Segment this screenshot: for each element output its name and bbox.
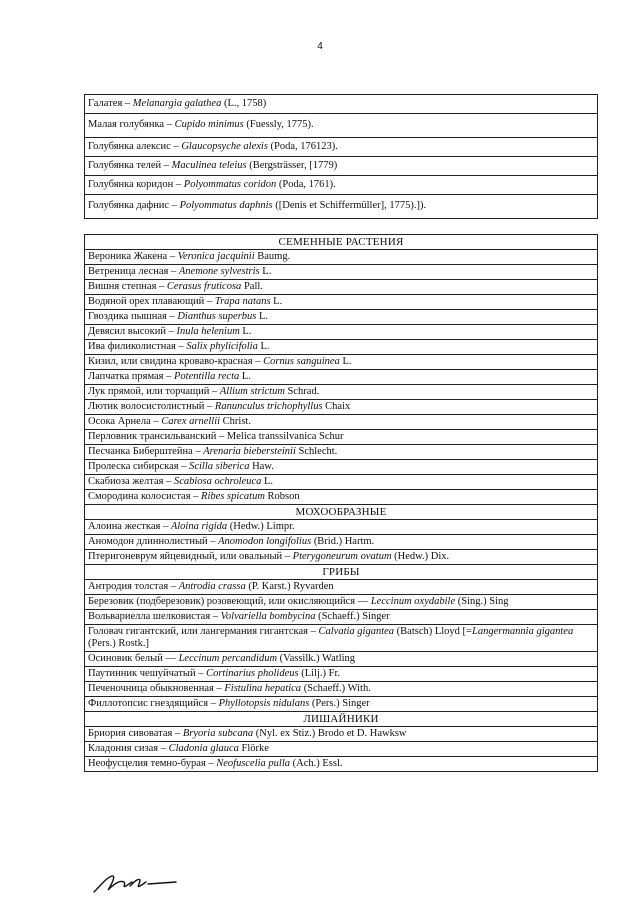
species-cell: [85, 340, 598, 355]
common-name: Девясил высокий –: [88, 326, 177, 337]
author-citation: (Lilj.) Fr.: [298, 668, 340, 679]
species-cell: [85, 295, 598, 310]
table-row: [85, 610, 598, 625]
section-title: СЕМЕННЫЕ РАСТЕНИЯ: [85, 235, 598, 250]
common-name: Голубянка коридон –: [88, 179, 184, 190]
common-name: Головач гигантский, или лангермания гигантская –: [88, 626, 319, 637]
species-cell: [85, 697, 598, 712]
table-row: [85, 535, 598, 550]
latin-name: Inula helenium: [176, 326, 240, 337]
common-name: Смородина колосистая –: [88, 491, 202, 502]
latin-name: Dianthus superbus: [177, 311, 257, 322]
table-row: [85, 400, 598, 415]
species-cell: [85, 370, 598, 385]
common-name: Ива филиколистная –: [88, 341, 187, 352]
latin-name: Aloina rigida: [170, 521, 228, 532]
latin-name: Leccinum oxydabile: [370, 596, 456, 607]
common-name: Бриория сивоватая –: [88, 728, 183, 739]
species-table: [84, 234, 598, 772]
table-row: [85, 385, 598, 400]
section-header-row: [85, 505, 598, 520]
latin-name: Polyommatus daphnis: [179, 200, 273, 211]
table-row: [85, 682, 598, 697]
common-name: Песчанка Биберштейна –: [88, 446, 204, 457]
species-cell: [85, 757, 598, 772]
latin-name: Phyllotopsis nidulans: [218, 698, 310, 709]
common-name: Лук прямой, или торчащий –: [88, 386, 220, 397]
table-row: [85, 697, 598, 712]
section-header-row: [85, 712, 598, 727]
species-cell: [85, 520, 598, 535]
latin-name: Pterygoneurum ovatum: [292, 551, 392, 562]
species-cell: [85, 682, 598, 697]
latin-name: Neofuscelia pulla: [216, 758, 291, 769]
table-row: [85, 250, 598, 265]
table-row: [85, 625, 598, 652]
species-cell: [85, 652, 598, 667]
author-citation: Robson: [264, 491, 300, 502]
species-cell: [85, 475, 598, 490]
common-name: Осиновик белый —: [88, 653, 179, 664]
author-citation: Christ.: [220, 416, 251, 427]
author-citation: (Hedw.) Limpr.: [227, 521, 295, 532]
table-row: [85, 355, 598, 370]
author-citation: ([Denis et Schiffermüller], 1775).]).: [272, 200, 427, 211]
common-name: Вишня степная –: [88, 281, 167, 292]
latin-name: Leccinum percandidum: [178, 653, 278, 664]
latin-name: Glaucopsyche alexis: [181, 141, 268, 152]
author-citation: L.: [339, 356, 352, 367]
common-name: Антродия толстая –: [88, 581, 179, 592]
common-name: Алоина жесткая –: [88, 521, 171, 532]
latin-name: Cladonia glauca: [168, 743, 239, 754]
common-name: Березовик (подберезовик) розовеющий, или окисляющийся —: [88, 596, 371, 607]
species-cell: [85, 595, 598, 610]
latin-name: Cortinarius pholideus: [206, 668, 299, 679]
common-name: Голубянка телей –: [88, 160, 172, 171]
table-row: [85, 157, 598, 176]
author-citation: (Batsch) Lloyd [=: [394, 626, 472, 637]
common-name: Неофусцелия темно-бурая –: [88, 758, 217, 769]
common-name: Печеночница обыкновенная –: [88, 683, 225, 694]
table-row: [85, 265, 598, 280]
table-row: [85, 460, 598, 475]
latin-name: Veronica jacquinii: [177, 251, 255, 262]
species-cell: [85, 610, 598, 625]
author-citation: (Schaeff.) Singer: [315, 611, 390, 622]
author-citation: (Pers.) Rostk.]: [88, 638, 149, 649]
author-citation: Pall.: [241, 281, 263, 292]
author-citation: (L., 1758): [221, 98, 267, 109]
table-row: [85, 325, 598, 340]
latin-name: Melanargia galathea: [132, 98, 222, 109]
species-cell: [85, 727, 598, 742]
author-citation: (Poda, 176123).: [267, 141, 338, 152]
latin-name: Cornus sanguinea: [263, 356, 340, 367]
common-name: Скабиоза желтая –: [88, 476, 174, 487]
species-cell: [85, 742, 598, 757]
table-row: [85, 475, 598, 490]
author-citation: Haw.: [249, 461, 274, 472]
table-row: [85, 445, 598, 460]
table-row: [85, 295, 598, 310]
author-citation: Flörke: [238, 743, 269, 754]
author-citation: Chaix: [322, 401, 351, 412]
section-title: МОХООБРАЗНЫЕ: [85, 505, 598, 520]
species-cell: [85, 355, 598, 370]
latin-name: Polyommatus coridon: [183, 179, 277, 190]
species-cell: [85, 625, 598, 652]
author-citation: (Vassilk.) Watling: [277, 653, 356, 664]
common-name: Паутинник чешуйчатый –: [88, 668, 207, 679]
latin-name: Salix phylicifolia: [186, 341, 258, 352]
common-name: Голубянка алексис –: [88, 141, 182, 152]
latin-name: Maculinea teleius: [171, 160, 247, 171]
species-cell: [85, 157, 598, 176]
author-citation: (Fuessly, 1775).: [243, 119, 314, 130]
species-cell: [85, 445, 598, 460]
author-citation: (Sing.) Sing: [455, 596, 509, 607]
table-row: [85, 667, 598, 682]
author-citation: Schlecht.: [295, 446, 338, 457]
common-name: Филлотопсис гнездящийся –: [88, 698, 219, 709]
species-cell: [85, 138, 598, 157]
author-citation: (Nyl. ex Stiz.) Brodo et D. Hawksw: [253, 728, 407, 739]
latin-name: Trapa natans: [214, 296, 271, 307]
table-row: [85, 415, 598, 430]
common-name: Водяной орех плавающий –: [88, 296, 215, 307]
table-row: [85, 138, 598, 157]
author-citation: Baumg.: [254, 251, 291, 262]
latin-name: Calvatia gigantea: [318, 626, 395, 637]
author-citation: L.: [270, 296, 283, 307]
common-name: Вольвариелла шелковистая –: [88, 611, 221, 622]
common-name: Голубянка дафнис –: [88, 200, 180, 211]
table-row: [85, 550, 598, 565]
table-row: [85, 520, 598, 535]
common-name: Вероника Жакена –: [88, 251, 178, 262]
species-cell: [85, 535, 598, 550]
latin-name: Bryoria subcana: [182, 728, 254, 739]
table-row: [85, 176, 598, 195]
species-cell: [85, 385, 598, 400]
author-citation: (Ach.) Essl.: [290, 758, 343, 769]
author-citation: (Poda, 1761).: [276, 179, 336, 190]
author-citation: L.: [239, 371, 251, 382]
species-cell: [85, 550, 598, 565]
table-row: [85, 757, 598, 772]
table-row: [85, 114, 598, 138]
species-cell: [85, 460, 598, 475]
table-row: [85, 280, 598, 295]
common-name: Галатея –: [88, 98, 133, 109]
common-name: Лютик волосистолистный –: [88, 401, 215, 412]
species-cell: [85, 176, 598, 195]
latin-name: Arenaria biebersteinii: [203, 446, 296, 457]
latin-name: Scabiosa ochroleuca: [173, 476, 262, 487]
latin-name: Antrodia crassa: [178, 581, 246, 592]
species-cell: [85, 400, 598, 415]
latin-name: Potentilla recta: [174, 371, 240, 382]
table-row: [85, 195, 598, 219]
table-row: [85, 340, 598, 355]
latin-name: Cupido minimus: [174, 119, 244, 130]
table-row: [85, 595, 598, 610]
author-citation: (Pers.) Singer: [309, 698, 370, 709]
insects-table: [84, 94, 598, 219]
species-cell: [85, 490, 598, 505]
author-citation: (P. Karst.) Ryvarden: [245, 581, 334, 592]
author-citation: (Bergsträsser, [1779): [246, 160, 338, 171]
table-row: [85, 370, 598, 385]
common-name: Пролеска сибирская –: [88, 461, 190, 472]
common-name: Гвоздика пышная –: [88, 311, 178, 322]
common-name: Осока Арнела –: [88, 416, 162, 427]
page-number: 4: [317, 41, 323, 52]
section-title: ЛИШАЙНИКИ: [85, 712, 598, 727]
common-name: Аномодон длиннолистный –: [88, 536, 219, 547]
latin-name: Anomodon longifolius: [218, 536, 312, 547]
latin-name: Cerasus fruticosa: [166, 281, 242, 292]
table-row: [85, 95, 598, 114]
species-cell: [85, 95, 598, 114]
table-row: [85, 727, 598, 742]
latin-name: Volvariella bombycina: [220, 611, 316, 622]
author-citation: (Brid.) Hartm.: [311, 536, 375, 547]
species-cell: [85, 580, 598, 595]
table-row: [85, 580, 598, 595]
latin-name: Anemone sylvestris: [178, 266, 260, 277]
section-header-row: [85, 565, 598, 580]
section-title: ГРИБЫ: [85, 565, 598, 580]
signature: [90, 868, 180, 898]
latin-name: Ribes spicatum: [201, 491, 265, 502]
table-row: [85, 430, 598, 445]
species-cell: [85, 265, 598, 280]
latin-name: Langermannia gigantea: [471, 626, 574, 637]
author-citation: L.: [259, 266, 272, 277]
table-row: [85, 310, 598, 325]
species-cell: [85, 195, 598, 219]
common-name: Кизил, или свидина кроваво-красная –: [88, 356, 264, 367]
common-name: Лапчатка прямая –: [88, 371, 175, 382]
table-row: [85, 490, 598, 505]
latin-name: Fistulina hepatica: [224, 683, 302, 694]
author-citation: (Hedw.) Dix.: [391, 551, 450, 562]
species-cell: [85, 310, 598, 325]
latin-name: Allium strictum: [219, 386, 285, 397]
common-name: Перловник трансильванский – Melica transsilvanica Schur: [88, 431, 344, 442]
latin-name: Carex arnellii: [161, 416, 221, 427]
common-name: Кладония сизая –: [88, 743, 169, 754]
author-citation: L.: [261, 476, 274, 487]
species-cell: [85, 280, 598, 295]
species-cell: [85, 114, 598, 138]
species-cell: [85, 415, 598, 430]
author-citation: Schrad.: [284, 386, 320, 397]
species-cell: [85, 430, 598, 445]
section-header-row: [85, 235, 598, 250]
common-name: Малая голубянка –: [88, 119, 175, 130]
author-citation: L.: [256, 311, 269, 322]
author-citation: L.: [257, 341, 270, 352]
table-row: [85, 742, 598, 757]
species-cell: [85, 325, 598, 340]
species-cell: [85, 667, 598, 682]
author-citation: (Schaeff.) With.: [301, 683, 371, 694]
latin-name: Scilla siberica: [189, 461, 250, 472]
author-citation: L.: [239, 326, 252, 337]
latin-name: Ranunculus trichophyllus: [214, 401, 323, 412]
common-name: Ветреница лесная –: [88, 266, 179, 277]
species-cell: [85, 250, 598, 265]
common-name: Птеригоневрум яйцевидный, или овальный –: [88, 551, 293, 562]
table-row: [85, 652, 598, 667]
